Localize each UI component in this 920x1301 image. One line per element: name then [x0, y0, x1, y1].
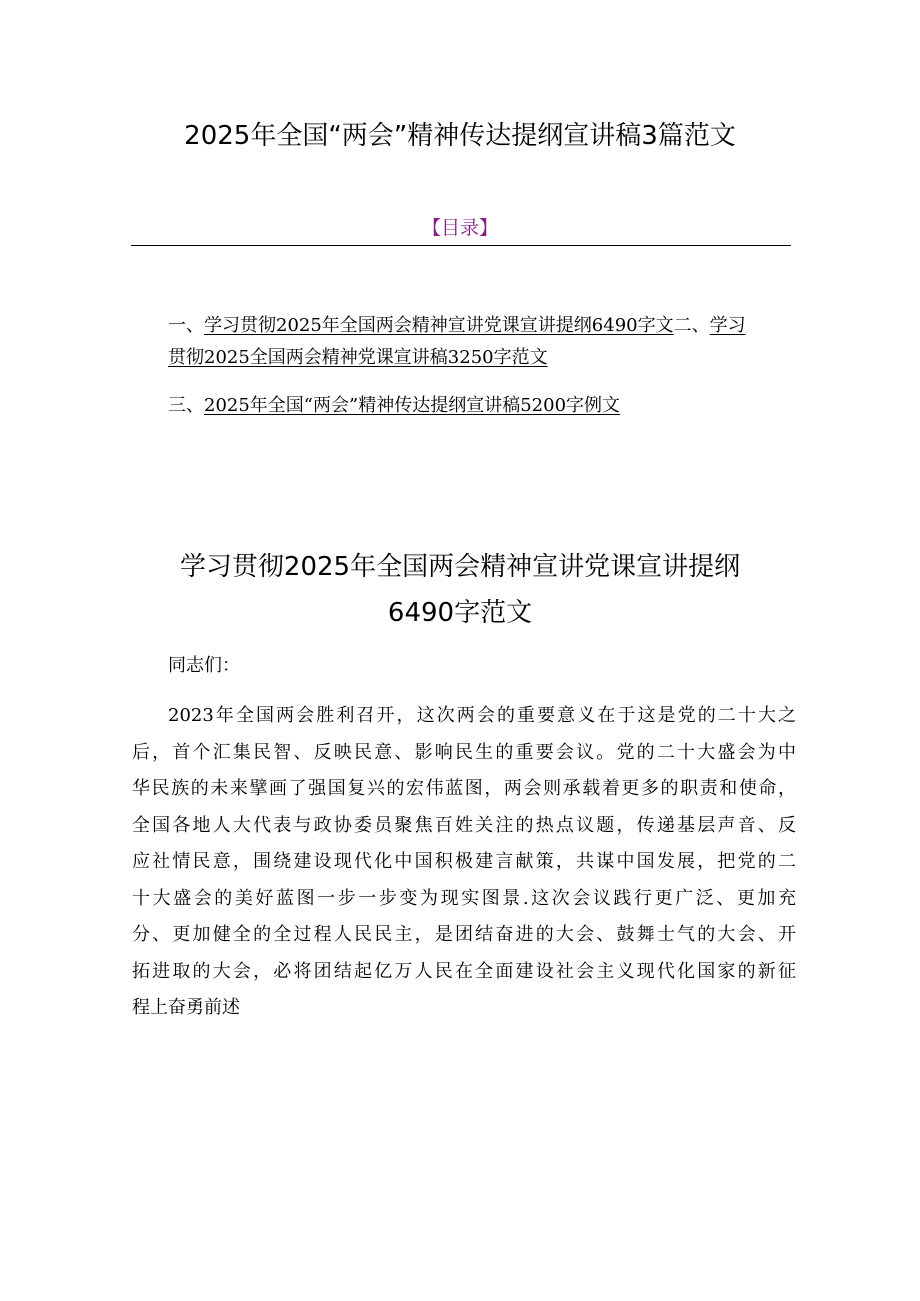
body-paragraph [132, 698, 796, 1027]
section-title-line-2: 6490字范文 [387, 598, 533, 628]
section-title [0, 544, 920, 636]
toc-link-2-part-2[interactable]: 贯彻2025全国两会精神党课宣讲稿3250字范文 [168, 347, 548, 368]
toc-divider [131, 245, 791, 246]
paragraph-line: 分、更加健全的全过程人民民主，是团结奋进的大会、鼓舞士气的大会、开 [132, 924, 796, 945]
paragraph-line: 后，首个汇集民智、反映民意、影响民生的重要会议。党的二十大盛会为中 [132, 741, 796, 763]
toc-item-2-number: 二、 [673, 315, 710, 336]
toc-line-2 [168, 342, 798, 374]
paragraph-line: 拓进取的大会，必将团结起亿万人民在全面建设社会主义现代化国家的新征 [132, 960, 796, 982]
salutation: 同志们： [168, 655, 240, 676]
table-of-contents [168, 310, 798, 422]
document-title: 2025年全国“两会”精神传达提纲宣讲稿3篇范文 [184, 121, 736, 151]
paragraph-line: 全国各地人大代表与政协委员聚焦百姓关注的热点议题，传递基层声音、反 [132, 814, 796, 836]
paragraph-line: 2023年全国两会胜利召开，这次两会的重要意义在于这是党的二十大之 [168, 705, 796, 726]
section-title-line-1: 学习贯彻2025年全国两会精神宣讲党课宣讲提纲 [179, 552, 741, 582]
paragraph-line: 程上奋勇前述 [132, 997, 240, 1018]
toc-line-1 [168, 310, 798, 342]
toc-link-2-part-1[interactable]: 学习 [709, 315, 746, 336]
paragraph-line: 十大盛会的美好蓝图一步一步变为现实图景.这次会议践行更广泛、更加充 [132, 887, 796, 909]
toc-item-1-number: 一、 [168, 315, 204, 336]
paragraph-line: 华民族的未来擘画了强国复兴的宏伟蓝图，两会则承载着更多的职责和使命， [132, 778, 796, 799]
toc-link-3[interactable]: 2025年全国“两会”精神传达提纲宣讲稿5200字例文 [204, 395, 621, 416]
toc-link-1[interactable]: 学习贯彻2025年全国两会精神宣讲党课宣讲提纲6490字文 [204, 315, 674, 336]
section-body [132, 648, 796, 1027]
toc-item-3-number: 三、 [168, 395, 204, 416]
toc-line-3 [168, 390, 798, 422]
paragraph-line: 应社情民意，围绕建设现代化中国积极建言献策，共谋中国发展，把党的二 [132, 851, 796, 872]
toc-heading: 【目录】 [421, 217, 498, 239]
